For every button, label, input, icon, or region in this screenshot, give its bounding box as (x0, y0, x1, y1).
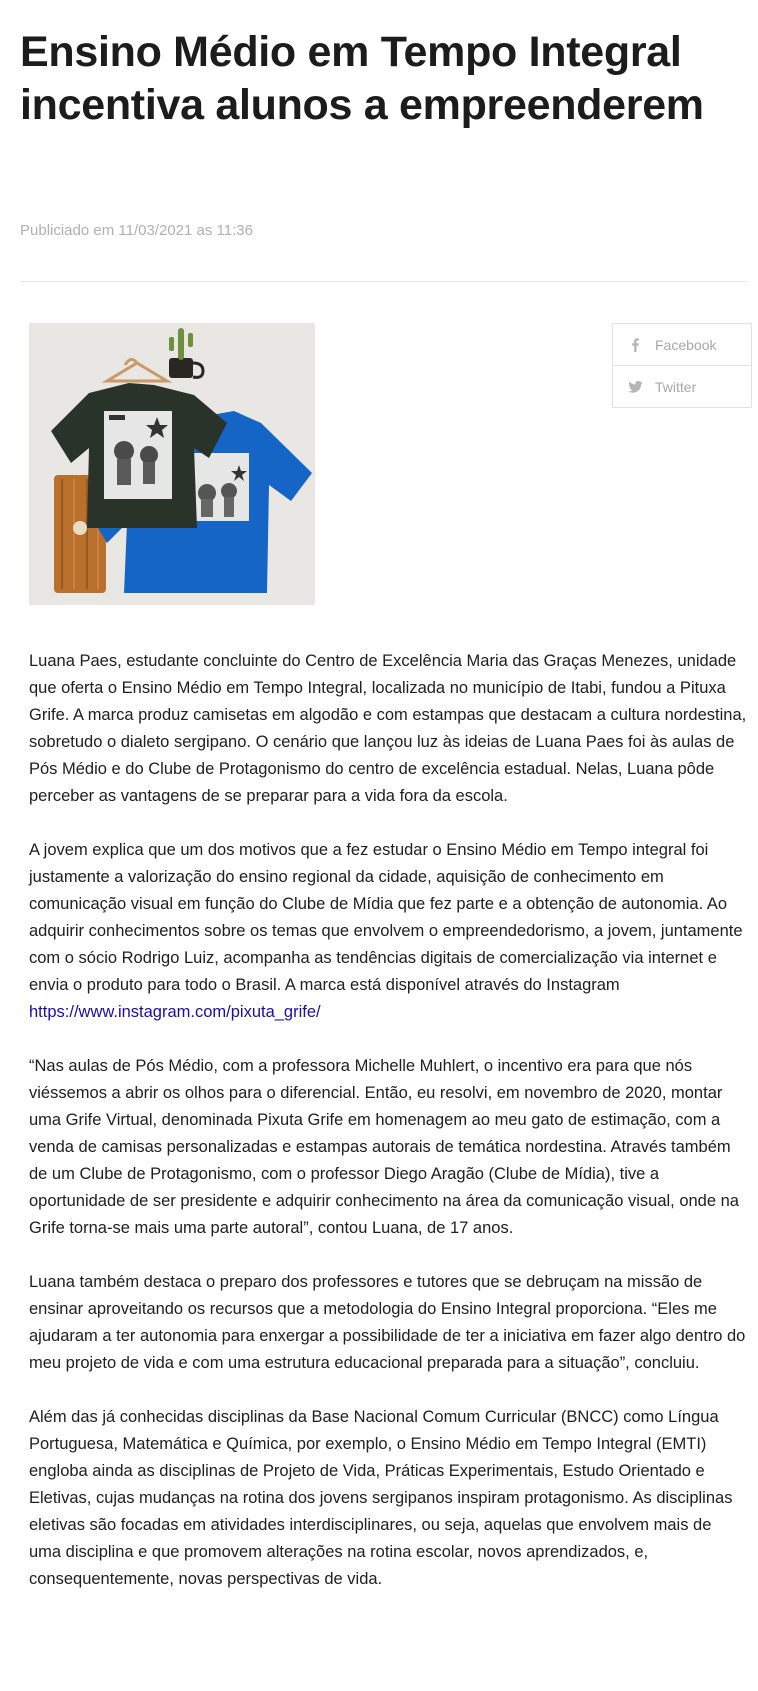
facebook-share-button[interactable] (613, 324, 751, 365)
facebook-label: Facebook (655, 336, 717, 353)
instagram-link[interactable]: https://www.instagram.com/pixuta_grife/ (29, 1003, 321, 1021)
divider (20, 281, 747, 282)
paragraph-3: “Nas aulas de Pós Médio, com a professora Michelle Muhlert, o incentivo era para que nós viéssemos a abrir os olhos para o diferencial. Então, eu resolvi, em novembro de 2020, montar uma Grife Virtual, denominada Pixuta Grife em homenagem ao meu gato de estimação, com a venda de camisas personalizadas e estampas autorais de temática nordestina. Através também de um Clube de Protagonismo, com o professor Diego Aragão (Clube de Mídia), tive a oportunidade de ser presidente e adquirir conhecimento na área da comunicação visual, onde na Grife torna-se mais uma parte autoral”, contou Luana, de 17 anos. (29, 1057, 739, 1237)
paragraph-5: Além das já conhecidas disciplinas da Base Nacional Comum Curricular (BNCC) como Língua Portuguesa, Matemática e Química, por exemplo, o Ensino Médio em Tempo Integral (EMTI) engloba ainda as disciplinas de Projeto de Vida, Práticas Experimentais, Estudo Orientado e Eletivas, cujas mudanças na rotina dos jovens sergipanos inspiram protagonismo. As disciplinas eletivas são focadas em atividades interdisciplinares, ou seja, aquelas que envolvem mais de uma disciplina e que promovem alterações na rotina escolar, novos aprendizados, e, consequentemente, novas perspectivas de vida. (29, 1408, 733, 1588)
publish-date: Publiciado em 11/03/2021 as 11:36 (20, 222, 253, 239)
paragraph-4: Luana também destaca o preparo dos professores e tutores que se debruçam na missão de ensinar aproveitando os recursos que a metodologia do Ensino Integral proporciona. “Eles me ajudaram a ter autonomia para enxergar a possibilidade de ter a iniciativa em fazer algo dentro do meu projeto de vida e com uma estrutura educacional preparada para a situação”, concluiu. (29, 1273, 746, 1372)
article-body (29, 648, 747, 1620)
twitter-label: Twitter (655, 378, 697, 395)
paragraph-2 (29, 837, 747, 1026)
article-title: Ensino Médio em Tempo Integral incentiva alunos a empreenderem (20, 28, 704, 129)
twitter-icon (627, 379, 643, 395)
tshirts-illustration (29, 323, 315, 605)
twitter-share-button[interactable] (613, 365, 751, 407)
article-photo (29, 323, 315, 605)
facebook-icon (627, 337, 643, 353)
paragraph-2-text: A jovem explica que um dos motivos que a fez estudar o Ensino Médio em Tempo integral foi justamente a valorização do ensino regional da cidade, aquisição de conhecimento em comunicação visual em função do Clube de Mídia que fez parte e a obtenção de autonomia. Ao adquirir conhecimentos sobre os temas que envolvem o empreendedorismo, a jovem, juntamente com o sócio Rodrigo Luiz, acompanha as tendências digitais de comercialização via internet e envia o produto para todo o Brasil. A marca está disponível através do Instagram (29, 841, 743, 994)
share-box (612, 323, 752, 408)
paragraph-1: Luana Paes, estudante concluinte do Centro de Excelência Maria das Graças Menezes, unidade que oferta o Ensino Médio em Tempo Integral, localizada no município de Itabi, fundou a Pituxa Grife. A marca produz camisetas em algodão e com estampas que destacam a cultura nordestina, sobretudo o dialeto sergipano. O cenário que lançou luz às ideias de Luana Paes foi às aulas de Pós Médio e do Clube de Protagonismo do centro de excelência estadual. Nelas, Luana pôde perceber as vantagens de se preparar para a vida fora da escola. (29, 652, 747, 805)
